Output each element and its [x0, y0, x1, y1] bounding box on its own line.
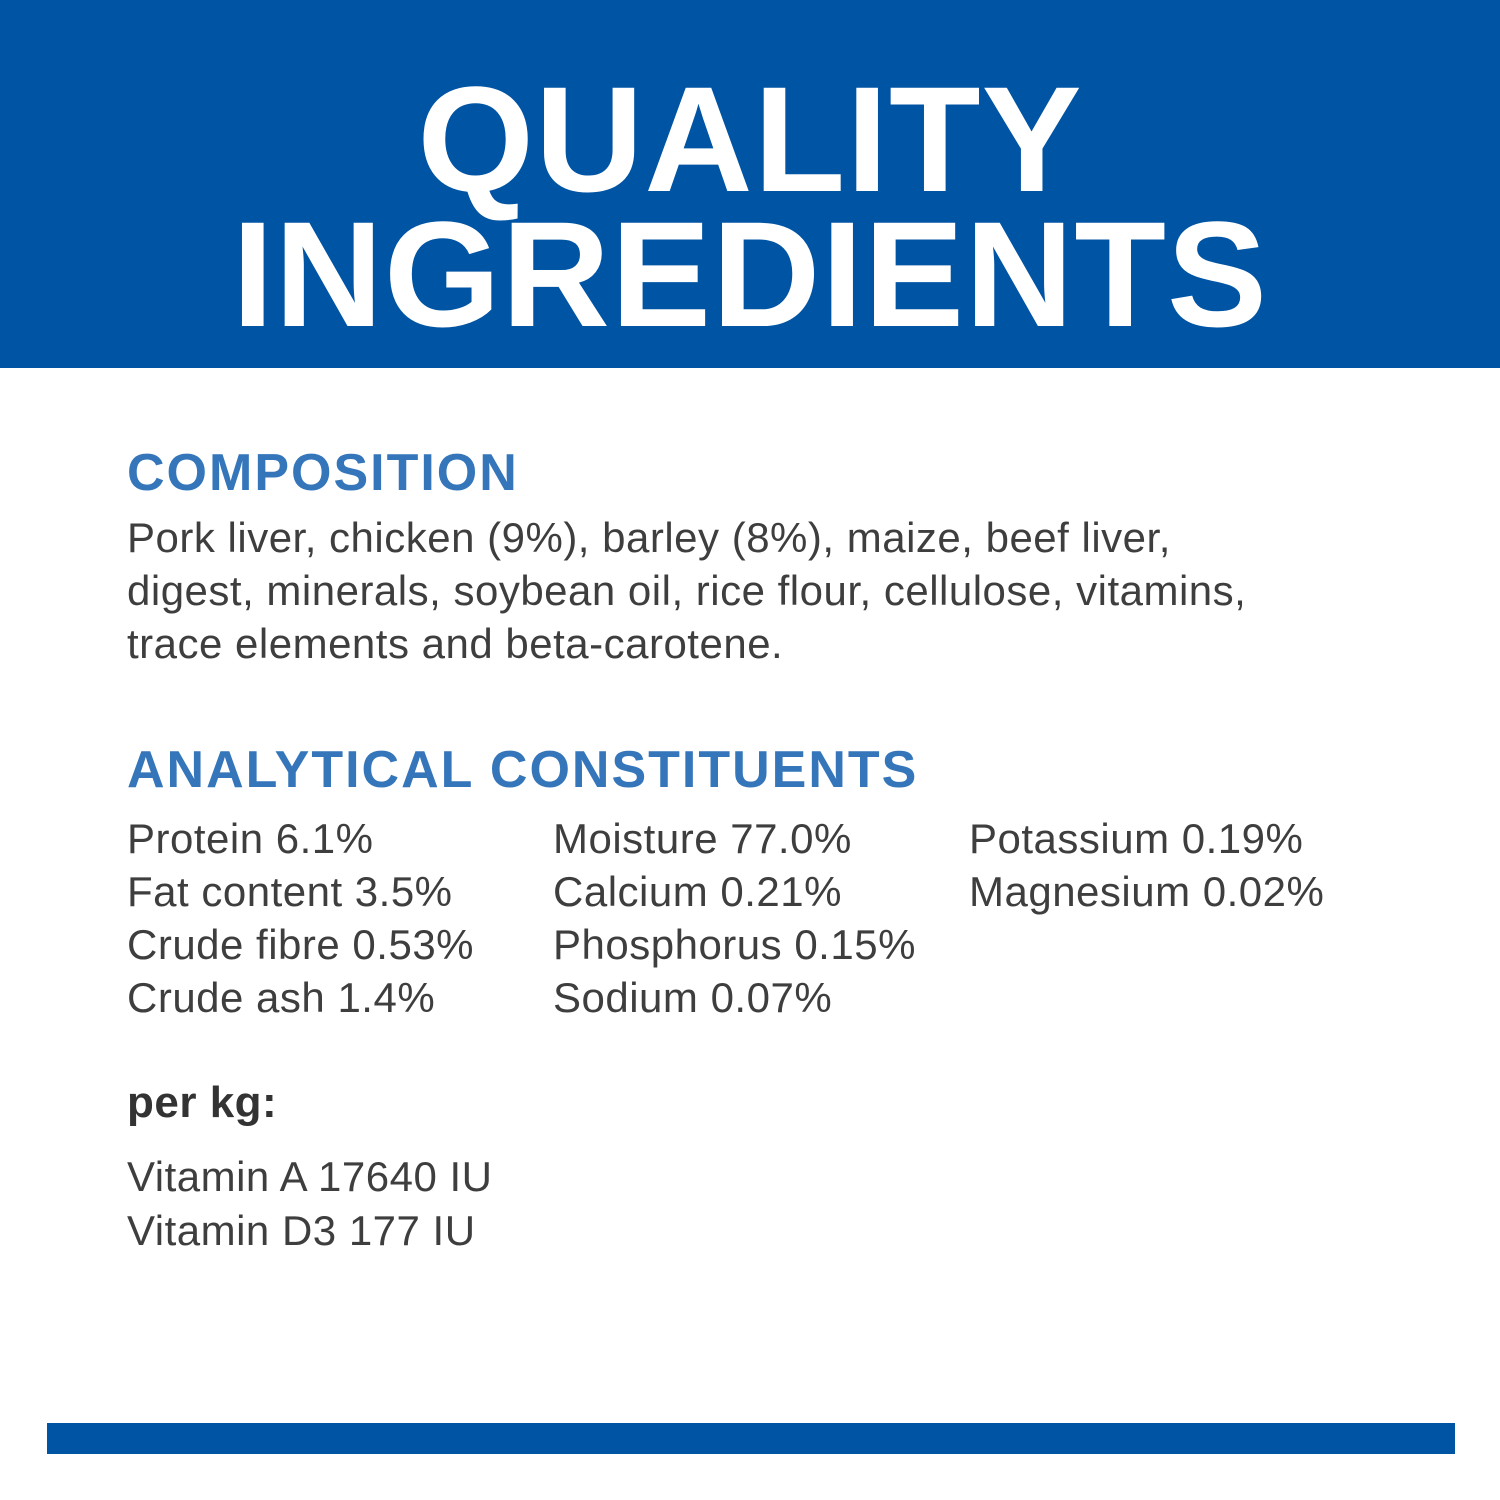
vitamin-d3-value: Vitamin D3 177 IU — [127, 1207, 476, 1254]
analytical-value: Phosphorus 0.15% — [553, 921, 916, 968]
analytical-value: Crude ash 1.4% — [127, 974, 436, 1021]
per-kg-items — [127, 1150, 492, 1258]
analytical-constituents-grid — [127, 812, 1457, 1042]
analytical-column-1 — [127, 812, 474, 1024]
vitamin-a-value: Vitamin A 17640 IU — [127, 1153, 493, 1200]
composition-line: trace elements and beta-carotene. — [127, 620, 784, 667]
analytical-value: Moisture 77.0% — [553, 815, 852, 862]
analytical-column-3 — [969, 812, 1324, 918]
banner-title — [0, 0, 1500, 358]
composition-heading: COMPOSITION — [127, 444, 519, 502]
per-kg-label: per kg: — [127, 1078, 278, 1127]
analytical-value: Protein 6.1% — [127, 815, 374, 862]
banner-title-line1: QUALITY — [417, 55, 1083, 223]
analytical-constituents-heading: ANALYTICAL CONSTITUENTS — [127, 741, 919, 799]
composition-body — [127, 511, 1447, 670]
analytical-value: Calcium 0.21% — [553, 868, 842, 915]
analytical-column-2 — [553, 812, 916, 1024]
analytical-value: Crude fibre 0.53% — [127, 921, 475, 968]
bottom-accent-bar — [47, 1423, 1455, 1454]
banner-title-line2: INGREDIENTS — [231, 190, 1269, 358]
composition-line: digest, minerals, soybean oil, rice flour, cellulose, vitamins, — [127, 567, 1247, 614]
analytical-value: Potassium 0.19% — [969, 815, 1304, 862]
analytical-value: Magnesium 0.02% — [969, 868, 1325, 915]
analytical-value: Fat content 3.5% — [127, 868, 453, 915]
analytical-value: Sodium 0.07% — [553, 974, 833, 1021]
header-banner — [0, 0, 1500, 368]
composition-line: Pork liver, chicken (9%), barley (8%), maize, beef liver, — [127, 514, 1171, 561]
